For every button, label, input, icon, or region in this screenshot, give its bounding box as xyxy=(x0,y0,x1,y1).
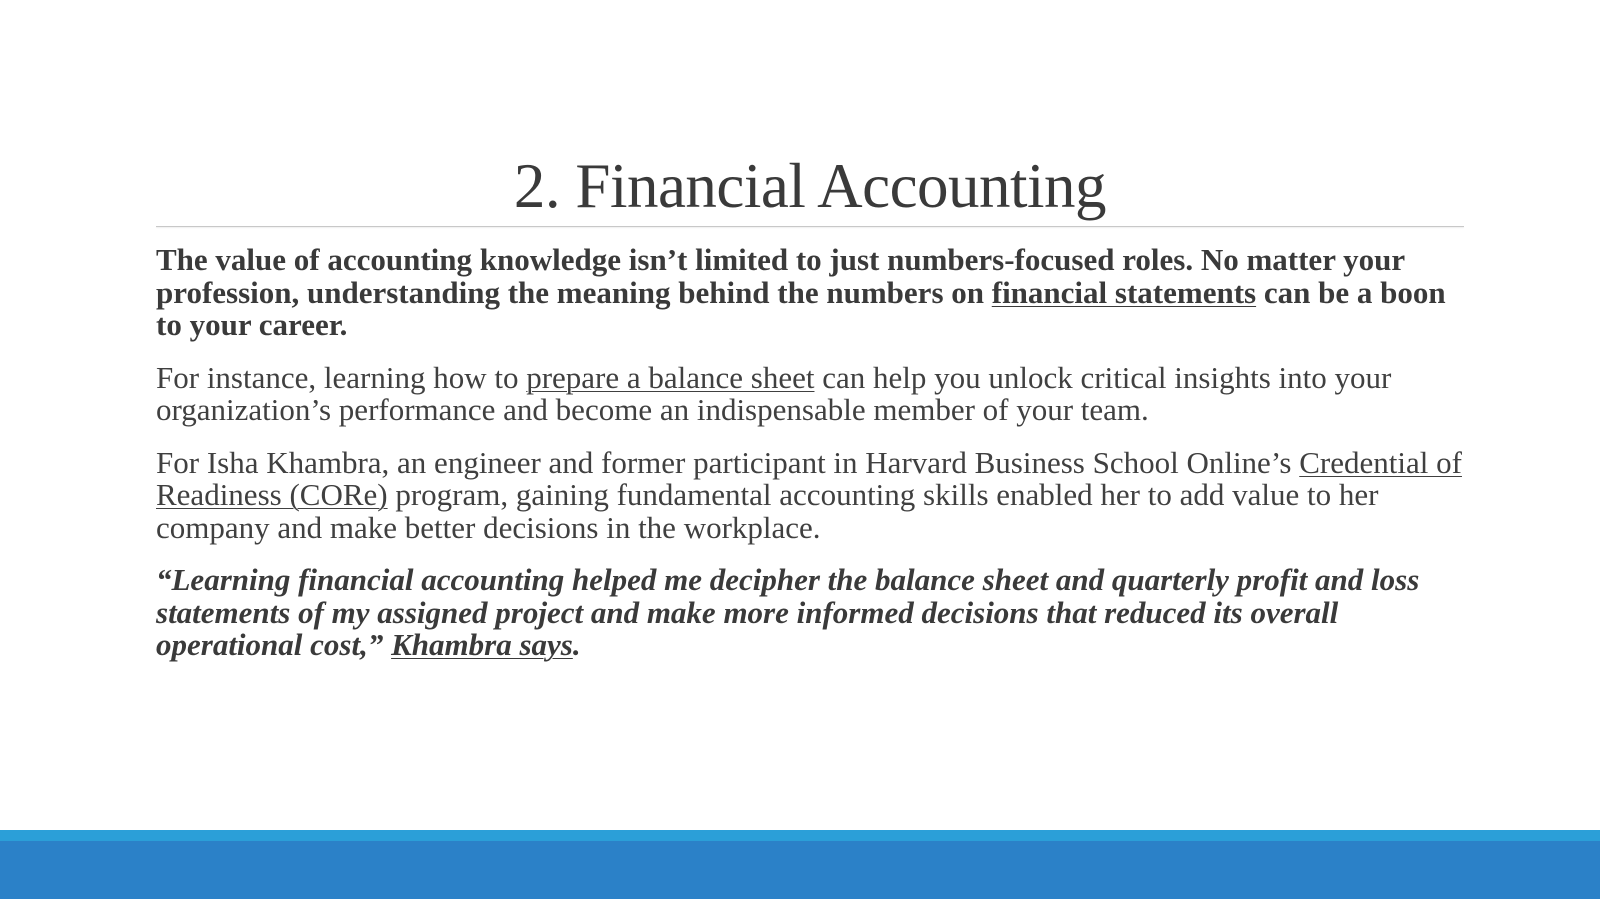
paragraph-khambra-text-a: For Isha Khambra, an engineer and former participant in Harvard Business School Online’s xyxy=(156,444,1300,480)
quote-paragraph xyxy=(156,564,1466,662)
quote-text-b: . xyxy=(572,627,581,662)
khambra-says-link[interactable]: Khambra says xyxy=(391,627,573,662)
paragraph-intro xyxy=(156,244,1466,342)
financial-statements-link[interactable]: financial statements xyxy=(991,274,1257,310)
prepare-balance-sheet-link[interactable]: prepare a balance sheet xyxy=(526,359,815,395)
paragraph-balance-sheet-text-a: For instance, learning how to xyxy=(156,359,527,395)
core-program-link[interactable]: Credential of Readiness (CORe) xyxy=(156,444,1462,512)
paragraph-intro-text-b: can be a boon to your career. xyxy=(156,274,1446,342)
title-divider xyxy=(156,226,1464,227)
footer-band-accent xyxy=(0,830,1600,841)
paragraph-khambra xyxy=(156,444,1466,545)
paragraph-khambra-text-b: program, gaining fundamental accounting skills enabled her to add value to her company and make better decisions in the workplace. xyxy=(156,477,1379,545)
footer-band xyxy=(0,841,1600,899)
paragraph-balance-sheet-text-b: can help you unlock critical insights into your organization’s performance and become an indispensable member of your team. xyxy=(156,359,1392,427)
paragraph-intro-text-a: The value of accounting knowledge isn’t limited to just numbers-focused roles. No matter your profession, understanding the meaning behind the numbers on xyxy=(156,242,1405,310)
slide-body xyxy=(156,244,1466,682)
slide-title: 2. Financial Accounting xyxy=(513,151,1107,221)
quote-text-a: “Learning financial accounting helped me decipher the balance sheet and quarterly profit and loss statements of my assigned project and make more informed decisions that reduced its overall operational cost,” xyxy=(156,562,1420,662)
paragraph-balance-sheet xyxy=(156,359,1466,427)
